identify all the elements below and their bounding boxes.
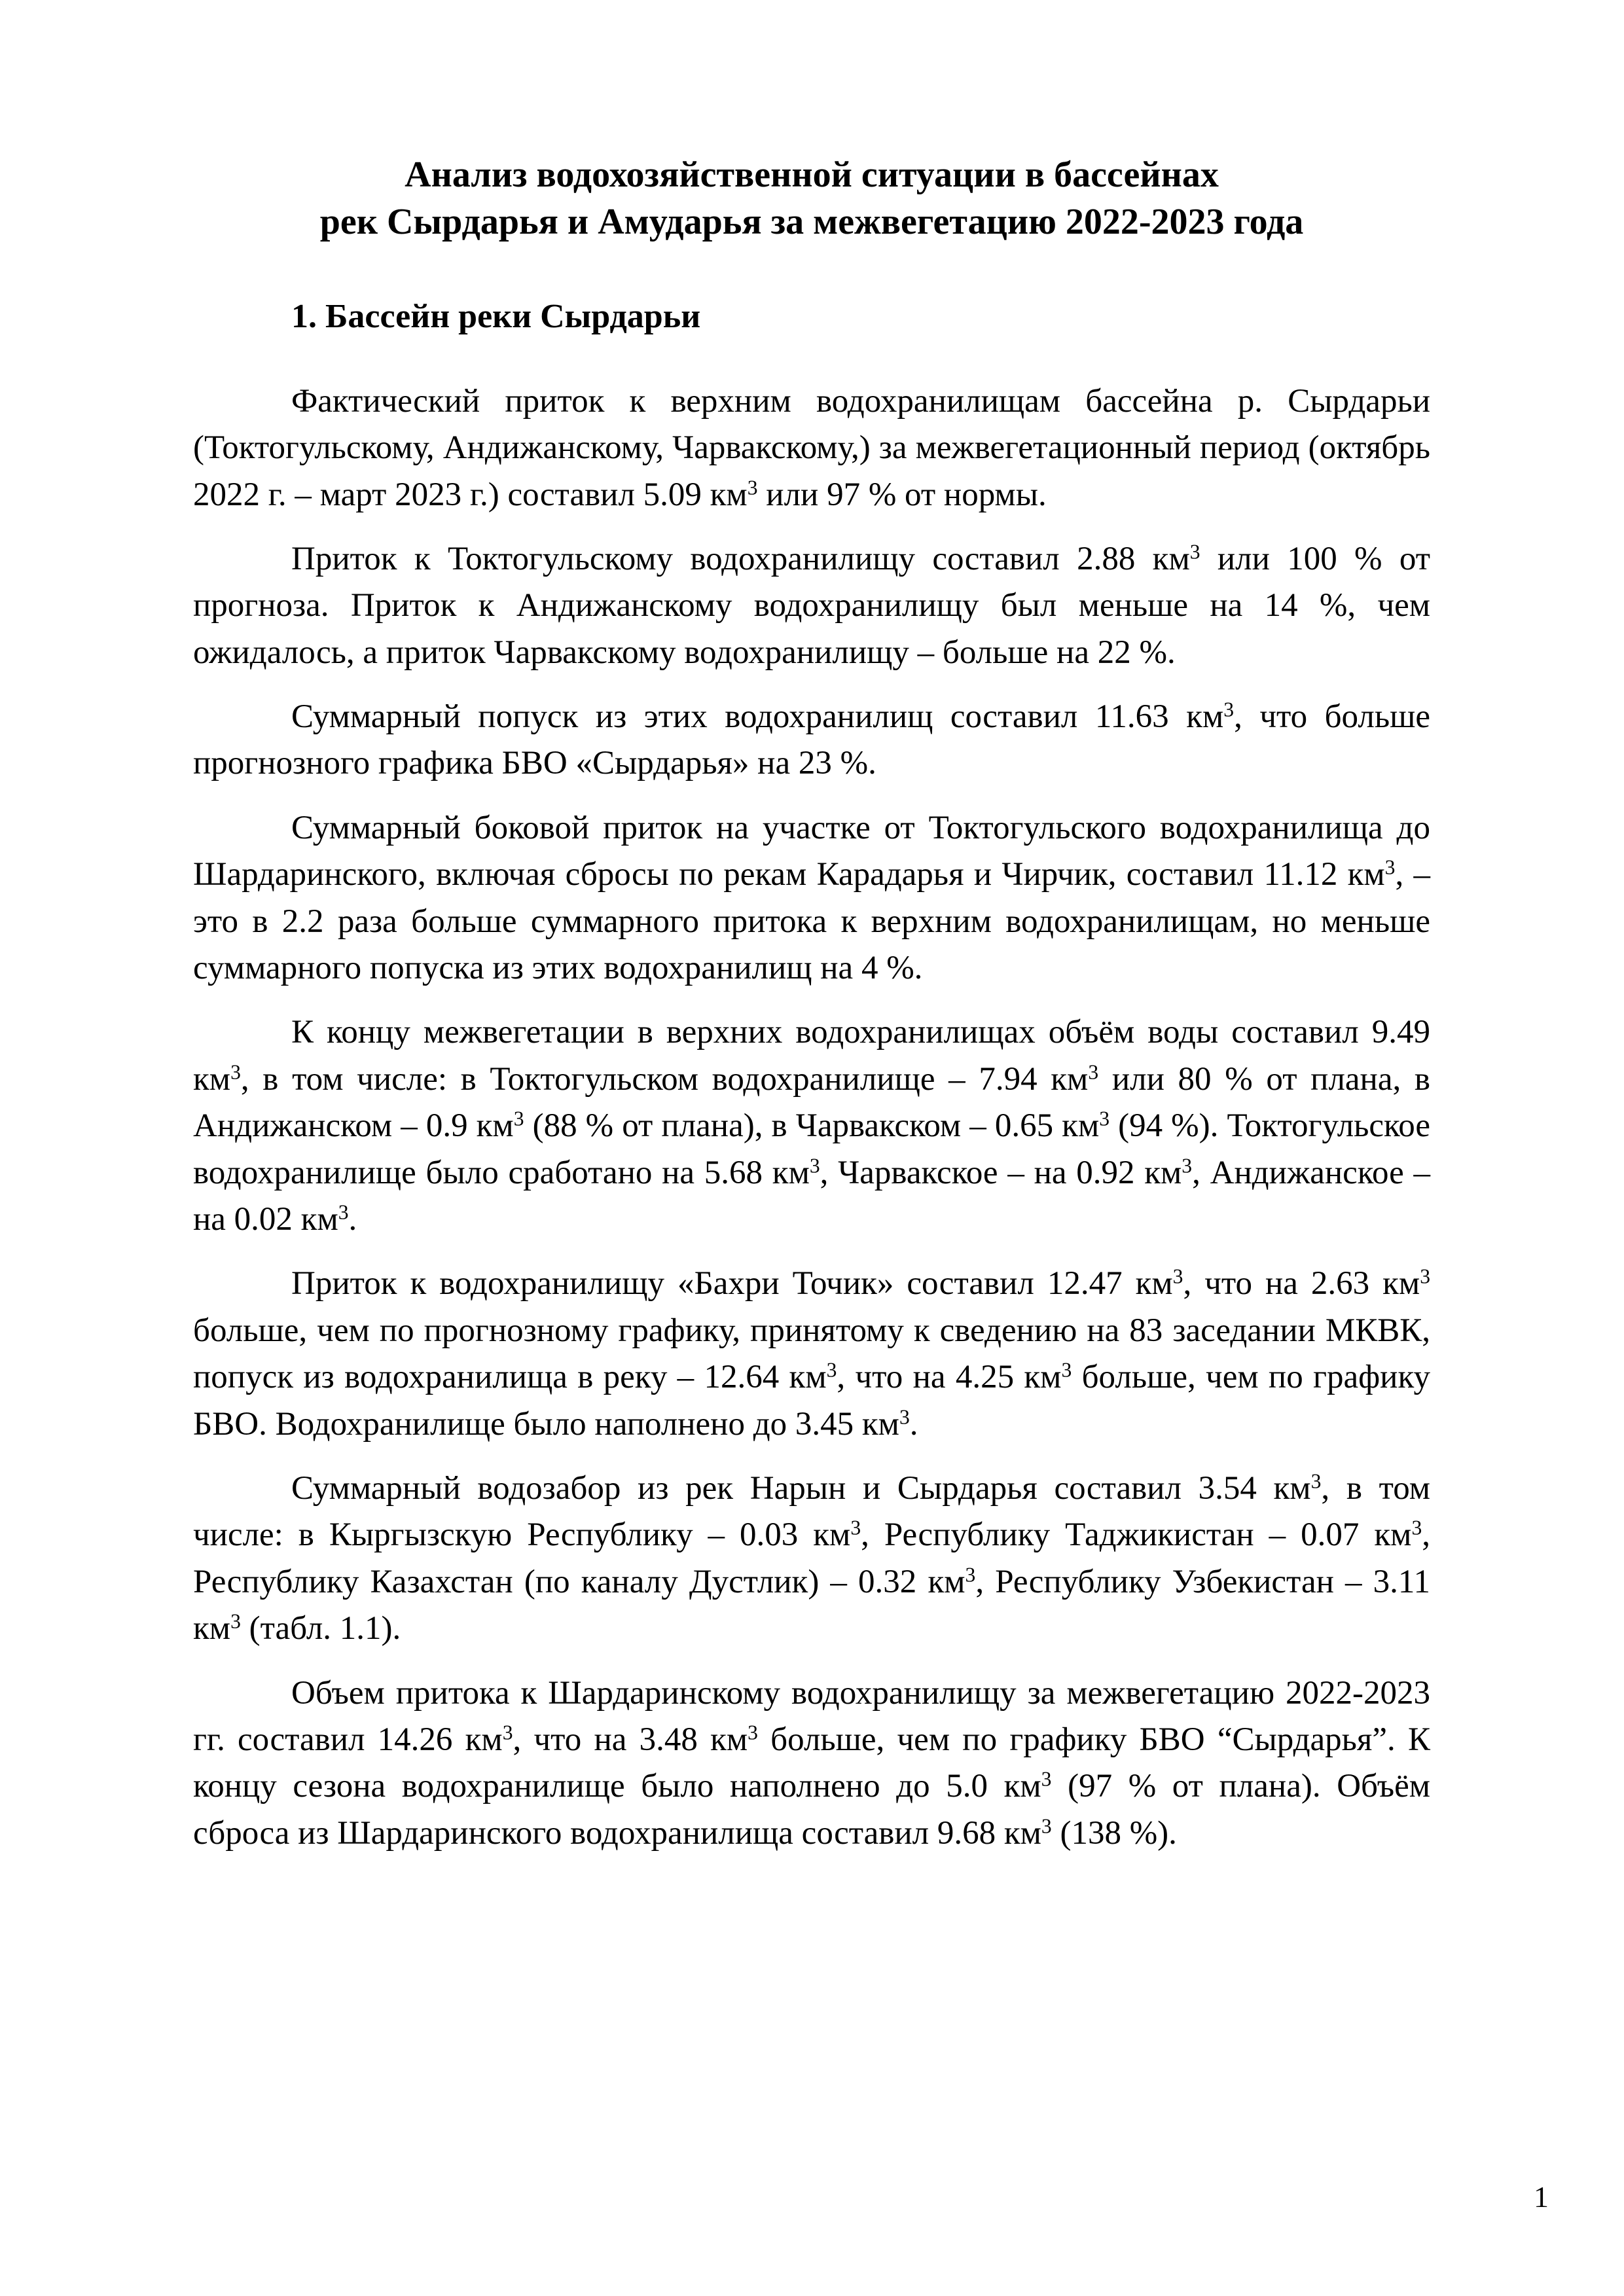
superscript-exponent: 3 [1172, 1265, 1183, 1288]
superscript-exponent: 3 [1411, 1516, 1422, 1539]
superscript-exponent: 3 [338, 1200, 349, 1224]
paragraph-p7-total-withdrawal: Суммарный водозабор из рек Нарын и Сырдарья составил 3.54 $км^3$, в том числе: в Кыргызскую Республику – 0.03 $км^3$, Республику Таджикистан – 0.07 $км^3$, Республику Казахстан (по каналу Дустлик) – 0.32 $км^3$, Республику Узбекистан – 3.11 $км^3$ (табл. 1.1). [193, 1469, 1431, 1647]
page-content [193, 0, 1430, 1857]
paragraph-p8-shardara: Объем притока к Шардаринскому водохранилищу за межвегетацию 2022-2023 гг. составил 14.26 $км^3$, что на 3.48 $км^3$ больше, чем по графику БВО “Сырдарья”. К концу сезона водохранилище было наполнено до 5.0 $км^3$ (97 % от плана). Объём сброса из Шардаринского водохранилища составил 9.68 $км^3$ (138 %). [193, 1674, 1430, 1852]
paragraph-p4-lateral-inflow: Суммарный боковой приток на участке от Токтогульского водохранилища до Шардаринского, включая сбросы по рекам Карадарья и Чирчик, составил 11.12 $км^3$, – это в 2.2 раза больше суммарного притока к верхним водохранилищам, но меньше суммарного попуска из этих водохранилищ на 4 %. [193, 809, 1430, 987]
superscript-exponent: 3 [1041, 1814, 1052, 1838]
superscript-exponent: 3 [1384, 855, 1396, 879]
superscript-exponent: 3 [850, 1516, 861, 1539]
page-number: 1 [1534, 2180, 1549, 2214]
body-text [193, 338, 1430, 1857]
superscript-exponent: 3 [899, 1405, 910, 1429]
superscript-exponent: 3 [230, 1060, 241, 1084]
page-title [193, 0, 1430, 245]
paragraph-p3-total-release: Суммарный попуск из этих водохранилищ составил 11.63 $км^3$, что больше прогнозного графика БВО «Сырдарья» на 23 %. [193, 698, 1430, 782]
paragraph-p5-end-of-season-volumes: К концу межвегетации в верхних водохранилищах объём воды составил 9.49 $км^3$, в том числе: в Токтогульском водохранилище – 7.94 $км^3$ или 80 % от плана, в Андижанском – 0.9 $км^3$ (88 % от плана), в Чарвакском – 0.65 $км^3$ (94 %). Токтогульское водохранилище было сработано на 5.68 $км^3$, Чарвакское – на 0.92 $км^3$, Андижанское – на 0.02 $км^3$. [193, 1014, 1430, 1238]
superscript-exponent: 3 [1223, 698, 1235, 721]
superscript-exponent: 3 [1041, 1767, 1052, 1791]
paragraph-p1-fact-inflow: Фактический приток к верхним водохранилищам бассейна р. Сырдарьи (Токтогульскому, Андижанскому, Чарвакскому,) за межвегетационный период (октябрь 2022 г. – март 2023 г.) составил 5.09 $км^3$ или 97 % от нормы. [193, 382, 1430, 513]
superscript-exponent: 3 [230, 1609, 241, 1633]
page-title-line-2: рек Сырдарья и Амударья за межвегетацию 2022-2023 года [319, 201, 1304, 242]
superscript-exponent: 3 [1088, 1060, 1099, 1084]
superscript-exponent: 3 [513, 1107, 524, 1130]
page-title-line-1: Анализ водохозяйственной ситуации в бассейнах [405, 154, 1219, 195]
paragraph-p2-toktogul-inflow: Приток к Токтогульскому водохранилищу составил 2.88 $км^3$ или 100 % от прогноза. Приток к Андижанскому водохранилищу был меньше на 14 %, чем ожидалось, а приток Чарвакскому водохранилищу – больше на 22 %. [193, 540, 1430, 671]
superscript-exponent: 3 [965, 1563, 976, 1587]
superscript-exponent: 3 [1182, 1154, 1193, 1177]
superscript-exponent: 3 [502, 1721, 513, 1744]
superscript-exponent: 3 [1189, 540, 1200, 564]
superscript-exponent: 3 [1099, 1107, 1110, 1130]
superscript-exponent: 3 [747, 476, 758, 499]
superscript-exponent: 3 [809, 1154, 820, 1177]
paragraph-p6-bahri-tojik: Приток к водохранилищу «Бахри Точик» составил 12.47 $км^3$, что на 2.63 $км^3$ больше, чем по прогнозному графику, принятому к сведению на 83 заседании МКВК, попуск из водохранилища в реку – 12.64 $км^3$, что на 4.25 $км^3$ больше, чем по графику БВО. Водохранилище было наполнено до 3.45 $км^3$. [193, 1265, 1430, 1443]
superscript-exponent: 3 [1310, 1469, 1322, 1493]
superscript-exponent: 3 [748, 1721, 758, 1744]
section-heading-1: 1. Бассейн реки Сырдарьи [291, 298, 701, 336]
superscript-exponent: 3 [1420, 1265, 1430, 1288]
superscript-exponent: 3 [826, 1358, 837, 1382]
superscript-exponent: 3 [1061, 1358, 1072, 1382]
